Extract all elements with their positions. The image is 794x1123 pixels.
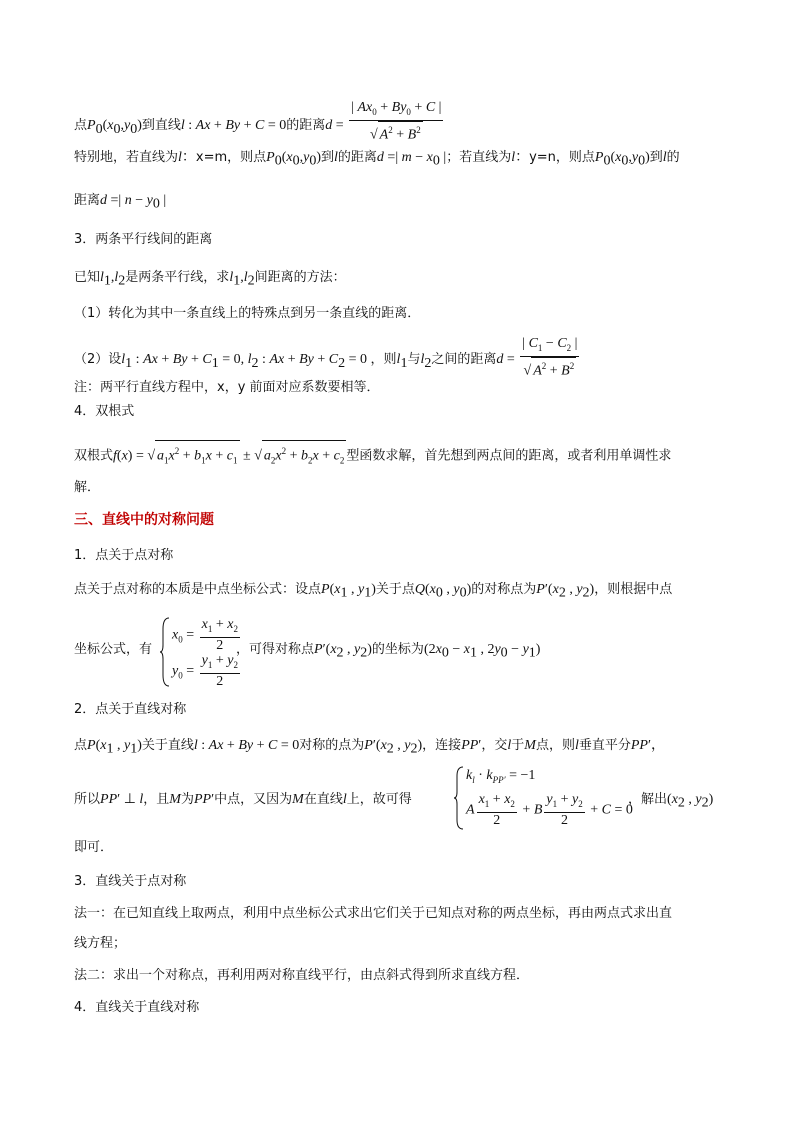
document-page: 点$P_0(x_0,y_0)$到直线l : Ax + By + C = 0的距离d = $\frac{| Ax_0 + By_0 + C |}{√ A^2 + B^2}$ 特别地，若直线为l：x=m，则点$P_0(x_0,y_0)$到l的距离d =| $m - x_0$ |；若直线为l：y=n，则点$P_0(x_0,y_0)$到l的 距离d =| $n - y_0$ | 3．两条平行线间的距离 已知$l_1,l_2$是两条平行线，求$l_1,l_2$间距离的方法： （1）转化为其中一条直线上的特殊点到另一条直线的距离． （2）设$l_1$ : $Ax + By + C_1 = 0$, $l_2$ : $Ax + By + C_2 = 0$ ，则$l_1$与$l_2$之间的距离d = $\frac{| C_1 - C_2 |}{√ A^2 + B^2}$ 注：两平行直线方程中，x，y 前面对应系数要相等． 4．双根式 双根式f(x) = √ $a_1x^2 + b_1x + c_1$ ± √ $a_2x^2 + b_2x + c_2$ 型函数求解，首先想到两点间的距离，或者利用单调性求 解． 三、直线中的对称问题 1．点关于点对称 点关于点对称的本质是中点坐标公式：设点$P(x_1$ , $y_1$)关于点$Q(x_0$ , $y_0$)的对称点为$P'(x_2$ , $y_2$)，则根据中点 坐标公式，有 $x_0$ = $\frac{x_1 + x_2}{2}$ $y_0$ = $\frac{y_1 + y_2}{2}$ ，可得对称点$P'(x_2$ , $y_2$)的坐标为($2x_0 - x_1$ , $2y_0 - y_1$) 2．点关于直线对称 点$P(x_1$ , $y_1$)关于直线l : Ax + By + C = 0对称的点为$P'(x_2$ , $y_2$)，连接PP′，交l于M点，则l垂直平分PP′， 所以PP′ ⊥ l，且M为PP′中点，又因为M在直线l上，故可得 $k_l \cdot k_{PP'} = -1$ A $\frac{x_1 + x_2}{2}$ + B $\frac{y_1 + y_2}{2}$ + C = 0 ，解出($x_2$ , $y_2$) 即可． 3．直线关于点对称 法一：在已知直线上取两点，利用中点坐标公式求出它们关于已知点对称的两点坐标，再由两点式求出直 线方程； 法二：求出一个对称点，再利用两对称直线平行，由点斜式得到所求直线方程． 4．直线关于直线对称	[0, 0, 794, 1123]
text: 上，故可得	[346, 792, 412, 807]
double-radical: 双根式f(x) = √ $a_1x^2 + b_1x + c_1$ ± √ $a_2x^2 + b_2x + c_2$ 型函数求解，首先想到两点间的距离，或者利用单调性求	[74, 440, 671, 470]
section-title: 2．点关于直线对称	[74, 702, 187, 717]
text-line: 即可．	[74, 840, 114, 855]
text: ；若直线为	[446, 150, 512, 165]
text: 点	[74, 738, 88, 753]
text: ，且	[143, 792, 170, 807]
text: 与	[407, 352, 421, 368]
text: 点	[74, 118, 88, 134]
solve-text: ，解出($x_2$ , $y_2$)	[628, 792, 714, 811]
parallel-lines-intro: 已知$l_1,l_2$是两条平行线，求$l_1,l_2$间距离的方法：	[74, 270, 346, 289]
text-line: 法二：求出一个对称点，再利用两对称直线平行，由点斜式得到所求直线方程．	[74, 968, 530, 983]
section-title: 3．直线关于点对称	[74, 874, 187, 889]
special-case-line: 特别地，若直线为l：x=m，则点$P_0(x_0,y_0)$到l的距离d =| $m - x_0$ |；若直线为l：y=n，则点$P_0(x_0,y_0)$到l的	[74, 150, 680, 169]
text: 为	[180, 792, 194, 807]
section-title: 4．双根式	[74, 404, 135, 419]
text: 双根式	[74, 448, 114, 464]
method-1: （1）转化为其中一条直线上的特殊点到另一条直线的距离．	[74, 306, 421, 321]
point-line-symmetry: 点$P(x_1$ , $y_1$)关于直线l : Ax + By + C = 0对称的点为$P'(x_2$ , $y_2$)，连接PP′，交l于M点，则l垂直平分PP′，	[74, 738, 666, 757]
midpoint-result: ，可得对称点$P'(x_2$ , $y_2$)的坐标为($2x_0 - x_1$ , $2y_0 - y_1$)	[236, 642, 541, 661]
method-2: （2）设$l_1$ : $Ax + By + C_1 = 0$, $l_2$ : $Ax + By + C_2 = 0$ ，则$l_1$与$l_2$之间的距离d = $\frac{| C_1 - C_2 |}{√ A^2 + B^2}$	[74, 336, 578, 379]
text: 的坐标为	[371, 642, 424, 657]
note: 注：两平行直线方程中，x，y 前面对应系数要相等．	[74, 380, 380, 395]
text-line: 解．	[74, 480, 101, 495]
text: 之间的距离	[431, 352, 497, 368]
text: 距离	[74, 193, 101, 208]
text: 垂直平分	[578, 738, 631, 753]
text: 到	[649, 150, 663, 165]
text: ，则	[370, 352, 397, 368]
section-title: 3．两条平行线间的距离	[74, 232, 213, 247]
section-heading: 三、直线中的对称问题	[74, 512, 214, 528]
text: y=n，则点	[529, 150, 595, 165]
text: 特别地，若直线为	[74, 150, 179, 165]
text: 的	[666, 150, 680, 165]
section-title: 4．直线关于直线对称	[74, 1000, 200, 1015]
text: 间距离的方法：	[254, 270, 346, 285]
text: ，可得对称点	[236, 642, 315, 657]
text: 中点，又因为	[214, 792, 293, 807]
text: 于	[511, 738, 525, 753]
text: 已知	[74, 270, 101, 285]
midpoint-text	[74, 640, 152, 660]
text-line: 线方程；	[74, 936, 127, 951]
text: 到直线	[141, 118, 181, 134]
text: ，则根据中点	[594, 582, 673, 597]
text: 关于点	[375, 582, 415, 597]
text-line: 法一：在已知直线上取两点，利用中点坐标公式求出它们关于已知点对称的两点坐标，再由两点式求出直	[74, 906, 673, 921]
text: x=m，则点	[195, 150, 267, 165]
text: 所以	[74, 792, 101, 807]
text: 坐标公式，有	[74, 642, 153, 657]
text: 的对称点为	[471, 582, 537, 597]
text: ，连接	[422, 738, 462, 753]
point-line-distance-formula: 点$P_0(x_0,y_0)$到直线l : Ax + By + C = 0的距离d = $\frac{| Ax_0 + By_0 + C |}{√ A^2 + B^2}$	[74, 100, 442, 143]
point-symmetry-text: 点关于点对称的本质是中点坐标公式：设点$P(x_1$ , $y_1$)关于点$Q(x_0$ , $y_0$)的对称点为$P'(x_2$ , $y_2$)，则根据中点	[74, 582, 673, 601]
text: 是两条平行线，求	[125, 270, 230, 285]
point-line-symmetry-2: 所以PP′ ⊥ l，且M为PP′中点，又因为M在直线l上，故可得	[74, 792, 412, 807]
text: 关于直线	[141, 738, 194, 753]
text: 对称的点为	[299, 738, 365, 753]
text: 的距离	[337, 150, 377, 165]
text: 型函数求解，首先想到两点间的距离，或者利用单调性求	[346, 448, 672, 464]
section-title: 1．点关于点对称	[74, 548, 174, 563]
text: 到	[321, 150, 335, 165]
text: （2）设	[74, 352, 122, 368]
text: ，解出	[628, 792, 668, 807]
text: 在直线	[303, 792, 343, 807]
special-case-line-2: 距离d =| $n - y_0$ |	[74, 193, 167, 212]
text: 点，则	[535, 738, 575, 753]
text: 点关于点对称的本质是中点坐标公式：设点	[74, 582, 322, 597]
text: 的距离	[286, 118, 326, 134]
text: ，交	[481, 738, 508, 753]
